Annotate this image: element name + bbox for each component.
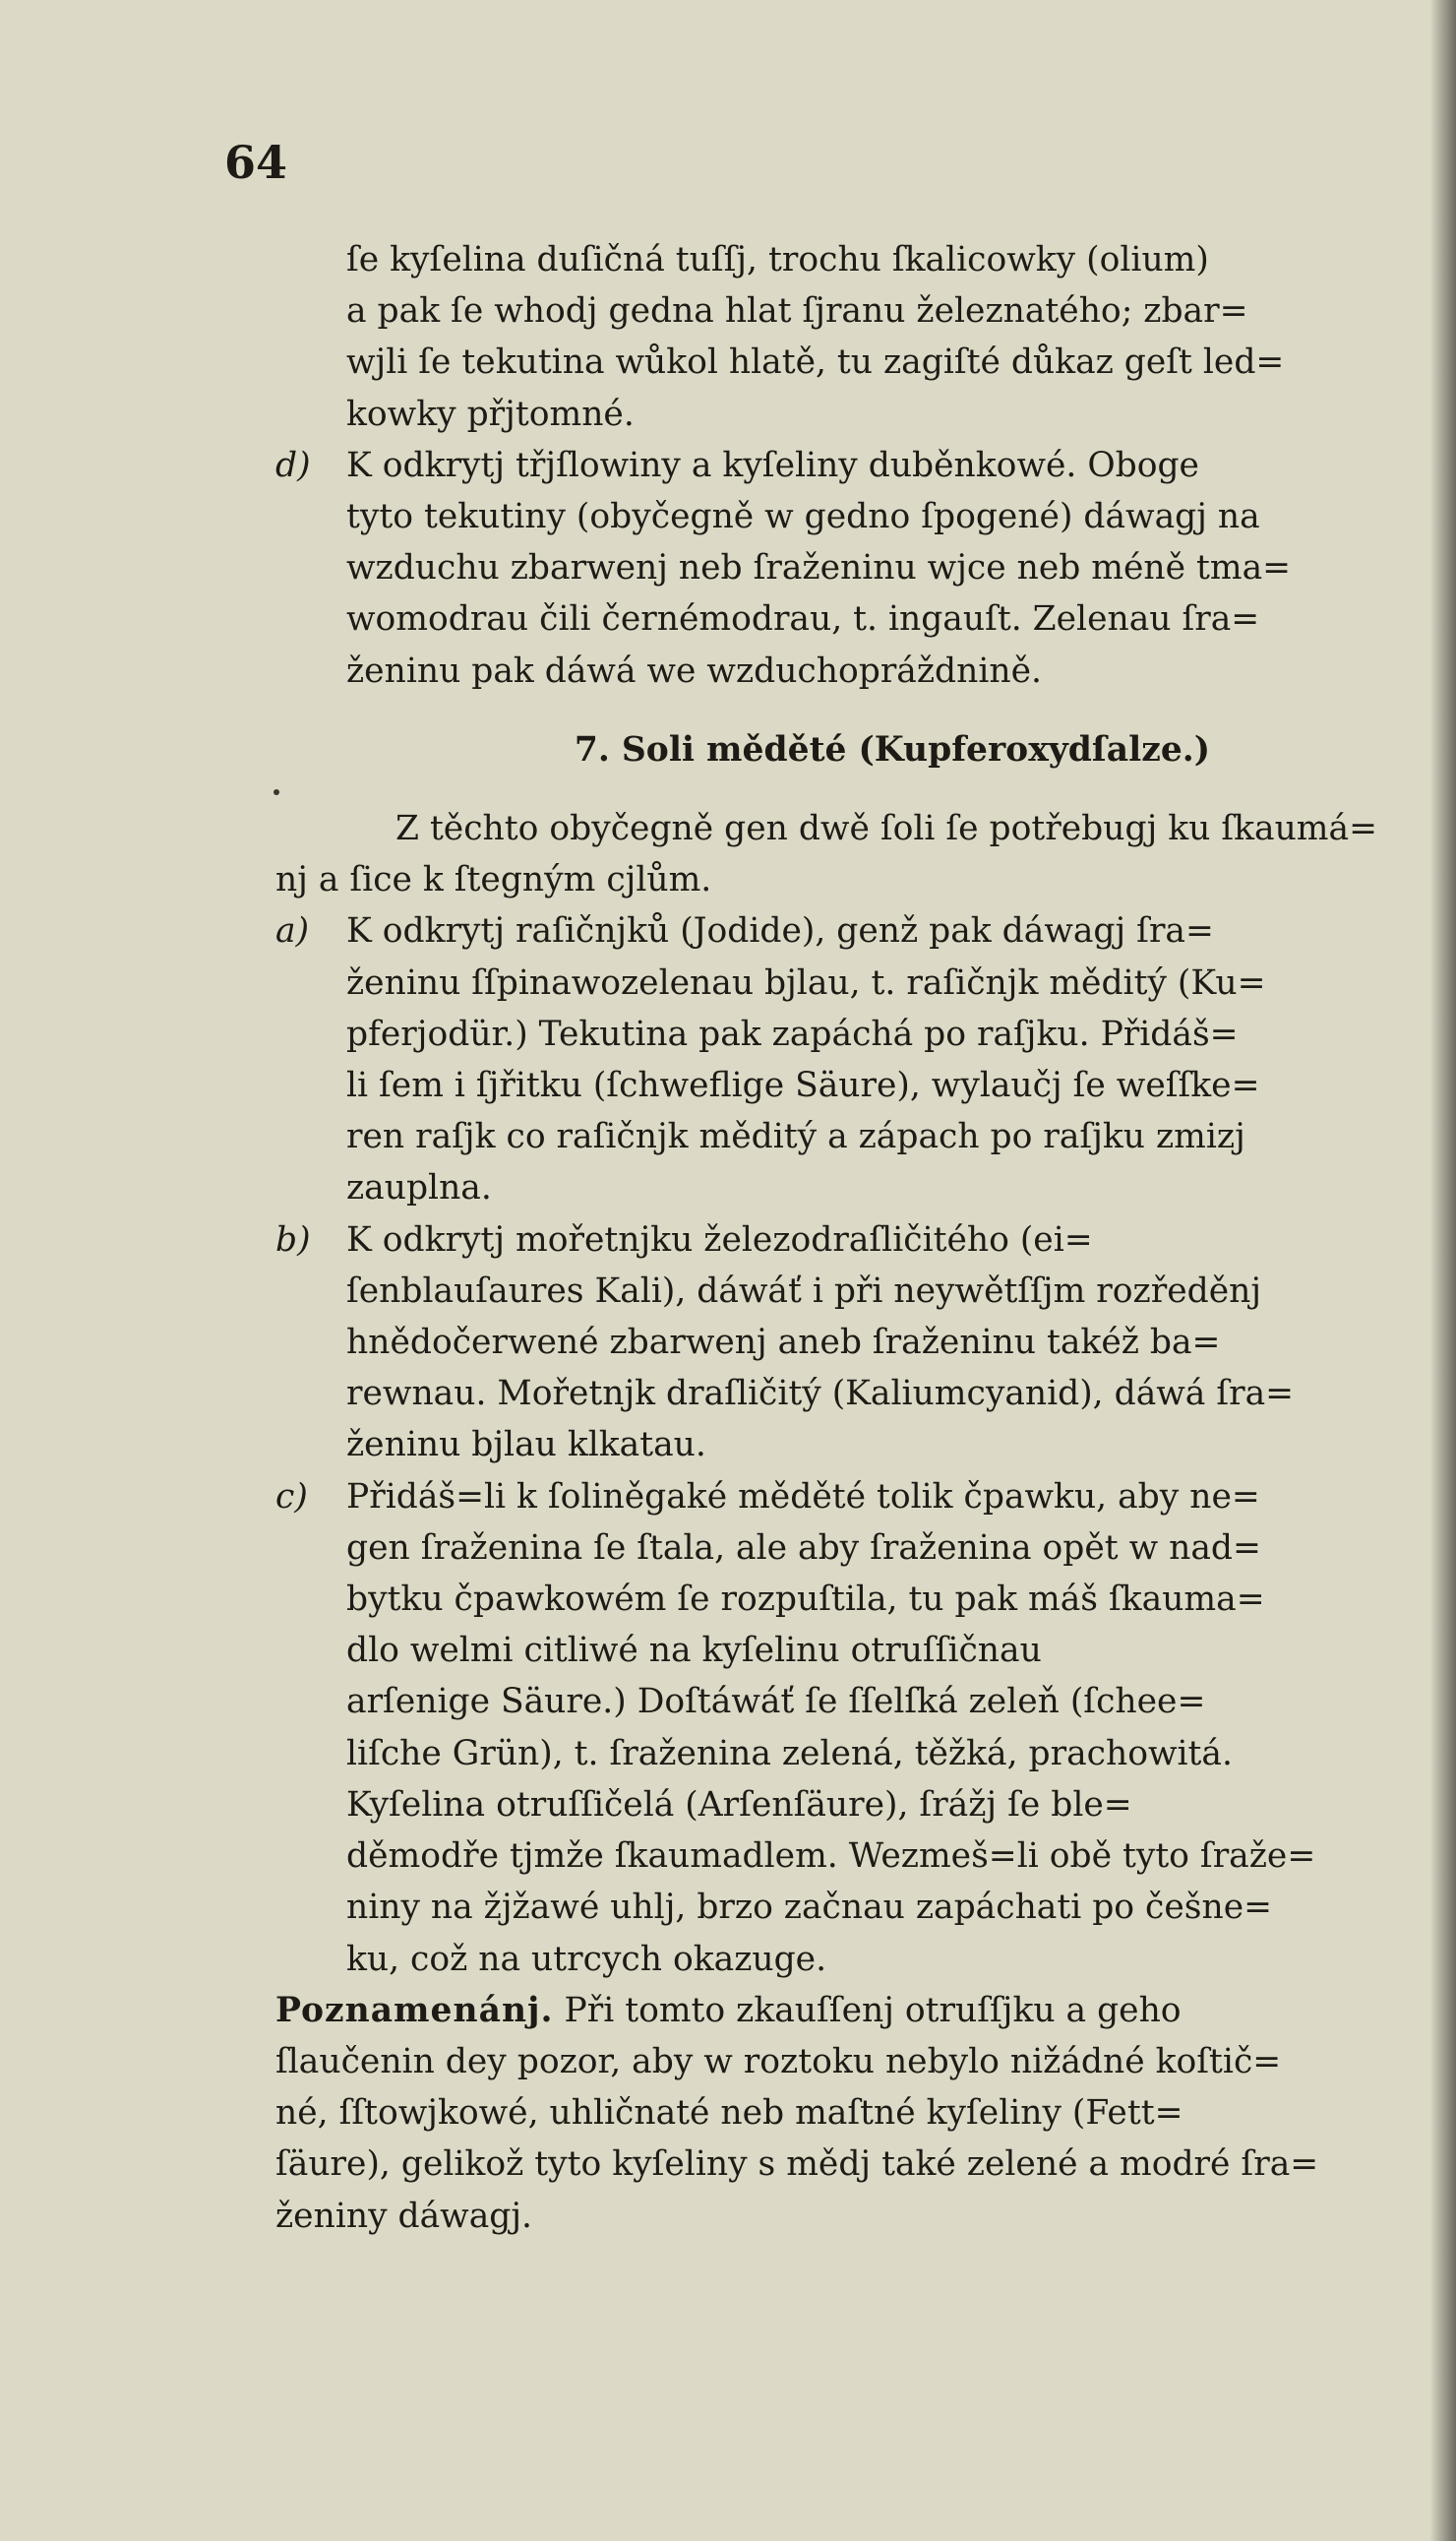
text-line: a pak ſe whodj gedna hlat ſjranu železnatého; zbar= [346, 291, 1248, 332]
item-marker: a) [275, 911, 310, 952]
text-line: ženinu ſſpinawozelenau bjlau, t. raſičnjk měditý (Ku= [346, 962, 1266, 1003]
list-item-a [275, 905, 1399, 1213]
page-binding-edge [1430, 0, 1456, 2541]
text-line: liſche Grün), t. ſraženina zelená, těžká, prachowitá. [346, 1733, 1233, 1773]
text-line [275, 1985, 1399, 2036]
text-line: arſenige Säure.) Doſtáwáť ſe ſſelſká zeleň (ſchee= [346, 1682, 1206, 1722]
text-line: né, ſſtowjkowé, uhličnaté neb maſtné kyſeliny (Fett= [275, 2093, 1183, 2134]
text-line: K odkrytj třjſlowiny a kyſeliny duběnkowé. Oboge [346, 445, 1199, 485]
text-line: děmodře tjmže ſkaumadlem. Wezmeš=li obě tyto ſraže= [346, 1836, 1316, 1877]
text-line: ſe kyſelina duſičná tuſſj, trochu ſkalicowky (olium) [346, 240, 1209, 279]
text-line: pferjodür.) Tekutina pak zapáchá po raſjku. Přidáš= [346, 1014, 1239, 1054]
text-line: womodrau čili černémodrau, t. ingauſt. Zelenau ſra= [346, 599, 1260, 640]
text-line: ženinu bjlau klkatau. [346, 1425, 706, 1465]
text-line: ſäure), gelikož tyto kyſeliny s mědj také zelené a modré ſra= [275, 2144, 1319, 2185]
list-item-c [275, 1471, 1399, 1985]
text-line: ženiny dáwagj. [275, 2196, 533, 2236]
text-line: bytku čpawkowém ſe rozpuſtila, tu pak máš ſkauma= [346, 1580, 1265, 1620]
ink-dot [273, 789, 279, 795]
note-first-line: Při tomto zkauſſenj otruſſjku a geho [564, 1990, 1182, 2030]
text-line: niny na žjžawé uhlj, brzo začnau zapáchati po češne= [346, 1888, 1273, 1928]
text-line: ſlaučenin dey pozor, aby w roztoku nebylo nižádné koſtič= [275, 2041, 1282, 2081]
text-line: K odkrytj raſičnjků (Jodide), genž pak dáwagj ſra= [346, 911, 1214, 952]
text-line: K odkrytj mořetnjku železodraſličitého (ei= [346, 1219, 1093, 1260]
list-item-b [275, 1214, 1399, 1471]
section-intro [275, 803, 1399, 905]
text-line: ſenblauſaures Kali), dáwáť i při neywětſſjm rozředěnj [346, 1270, 1262, 1311]
text-line: wzduchu zbarwenj neb ſraženinu wjce neb méně tma= [346, 548, 1292, 589]
page-body [275, 234, 1399, 2242]
text-line: ženinu pak dáwá we wzduchopráždnině. [346, 651, 1042, 691]
text-line: nj a ſice k ſtegným cjlům. [275, 860, 712, 900]
section-heading: 7. Soli měděté (Kupferoxydſalze.) [574, 729, 1211, 770]
text-line: ku, což na utrcych okazuge. [346, 1939, 827, 1979]
page-number: 64 [224, 136, 288, 189]
list-item-d [275, 440, 1399, 697]
note-paragraph [275, 1985, 1399, 2242]
item-marker: b) [275, 1219, 311, 1260]
item-marker: d) [275, 445, 311, 485]
text-line: li ſem i ſjřitku (ſchweflige Säure), wylaučj ſe weſſke= [346, 1066, 1260, 1106]
text-line: Kyſelina otruſſičelá (Arſenſäure), ſrážj ſe ble= [346, 1784, 1132, 1825]
text-line: tyto tekutiny (obyčegně w gedno ſpogené) dáwagj na [346, 497, 1260, 537]
text-line: Z těchto obyčegně gen dwě ſoli ſe potřebugj ku ſkaumá= [395, 809, 1377, 849]
note-label: Poznamenánj. [275, 1990, 554, 2030]
text-line: gen ſraženina ſe ſtala, ale aby ſraženina opět w nad= [346, 1527, 1261, 1568]
item-marker: c) [275, 1476, 308, 1517]
text-line: wjli ſe tekutina wůkol hlatě, tu zagiſté důkaz geſt led= [346, 342, 1285, 383]
text-line: rewnau. Mořetnjk draſličitý (Kaliumcyanid), dáwá ſra= [346, 1374, 1295, 1414]
text-line: dlo welmi citliwé na kyſelinu otruſſičnau [346, 1631, 1042, 1671]
text-line: Přidáš=li k ſoliněgaké měděté tolik čpawku, aby ne= [346, 1476, 1260, 1517]
paragraph-continuation [346, 234, 1399, 440]
text-line: kowky přjtomné. [346, 394, 635, 434]
text-line: zauplna. [346, 1168, 492, 1209]
text-line: ren raſjk co raſičnjk měditý a zápach po raſjku zmizj [346, 1117, 1245, 1157]
text-line: hnědočerwené zbarwenj aneb ſraženinu takéž ba= [346, 1323, 1221, 1363]
